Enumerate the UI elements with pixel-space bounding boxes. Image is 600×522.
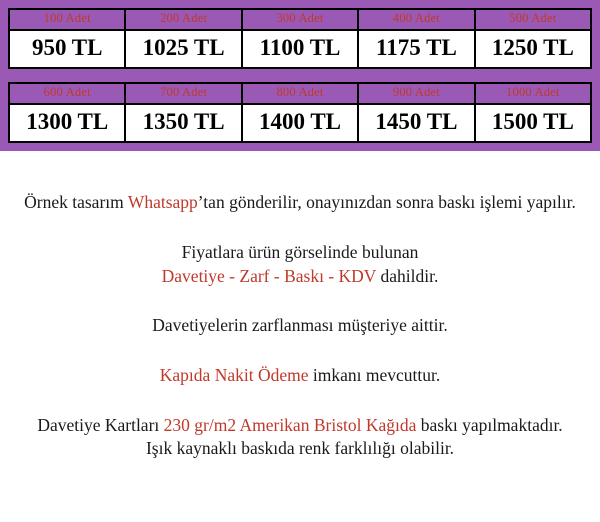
note-price-includes-line1: Fiyatlara ürün görselinde bulunan — [181, 242, 419, 262]
quantity-label: 600 Adet — [10, 84, 124, 105]
price-table-row — [8, 8, 592, 69]
quantity-label: 400 Adet — [359, 10, 473, 31]
note-price-includes-rest: dahildir. — [376, 265, 439, 286]
quantity-label: 1000 Adet — [476, 84, 590, 105]
note-whatsapp-part2: ’tan gönderilir, onayınızdan sonra baskı işlemi yapılır. — [197, 192, 576, 213]
note-paper-part1: Davetiye Kartları — [37, 414, 164, 435]
price-cell — [357, 84, 473, 141]
quantity-label: 500 Adet — [476, 10, 590, 31]
price-cell — [241, 10, 357, 67]
note-envelope-text: Davetiyelerin zarflanması müşteriye aittir. — [152, 315, 448, 336]
note-paper-line1 — [10, 414, 590, 438]
note-price-includes-highlight: Davetiye - Zarf - Baskı - KDV — [161, 265, 377, 286]
note-paper-type — [10, 414, 590, 461]
price-table-panel — [0, 0, 600, 151]
price-cell — [10, 10, 124, 67]
price-value: 1400 TL — [259, 108, 342, 134]
price-value: 1100 TL — [259, 34, 341, 60]
quantity-label: 100 Adet — [10, 10, 124, 31]
price-cell — [241, 84, 357, 141]
price-value: 1025 TL — [142, 34, 225, 60]
price-value: 1450 TL — [375, 108, 458, 134]
notes-section — [0, 151, 600, 460]
price-value: 1350 TL — [142, 108, 225, 134]
note-whatsapp-part1: Örnek tasarım — [24, 192, 128, 213]
price-value: 1250 TL — [491, 34, 574, 60]
quantity-label: 800 Adet — [243, 84, 357, 105]
price-value: 950 TL — [31, 34, 103, 60]
price-value: 1175 TL — [376, 34, 457, 60]
price-cell — [124, 84, 240, 141]
note-cash-highlight: Kapıda Nakit Ödeme — [159, 364, 309, 385]
note-price-includes — [10, 241, 590, 288]
quantity-label: 700 Adet — [126, 84, 240, 105]
price-value: 1500 TL — [491, 108, 574, 134]
note-paper-part2: baskı yapılmaktadır. — [416, 414, 563, 435]
price-cell — [474, 84, 590, 141]
note-paper-line2: Işık kaynaklı baskıda renk farklılığı olabilir. — [145, 438, 455, 459]
price-cell — [10, 84, 124, 141]
note-cash-on-delivery — [10, 364, 590, 388]
note-cash-rest: imkanı mevcuttur. — [308, 364, 441, 385]
price-cell — [357, 10, 473, 67]
note-price-includes-line2 — [10, 265, 590, 289]
quantity-label: 200 Adet — [126, 10, 240, 31]
note-envelope — [10, 314, 590, 338]
quantity-label: 900 Adet — [359, 84, 473, 105]
note-whatsapp-highlight: Whatsapp — [127, 192, 198, 213]
note-paper-highlight: 230 gr/m2 Amerikan Bristol Kağıda — [163, 414, 417, 435]
price-table-row — [8, 82, 592, 143]
price-value: 1300 TL — [26, 108, 109, 134]
price-cell — [474, 10, 590, 67]
price-cell — [124, 10, 240, 67]
note-whatsapp — [10, 191, 590, 215]
quantity-label: 300 Adet — [243, 10, 357, 31]
